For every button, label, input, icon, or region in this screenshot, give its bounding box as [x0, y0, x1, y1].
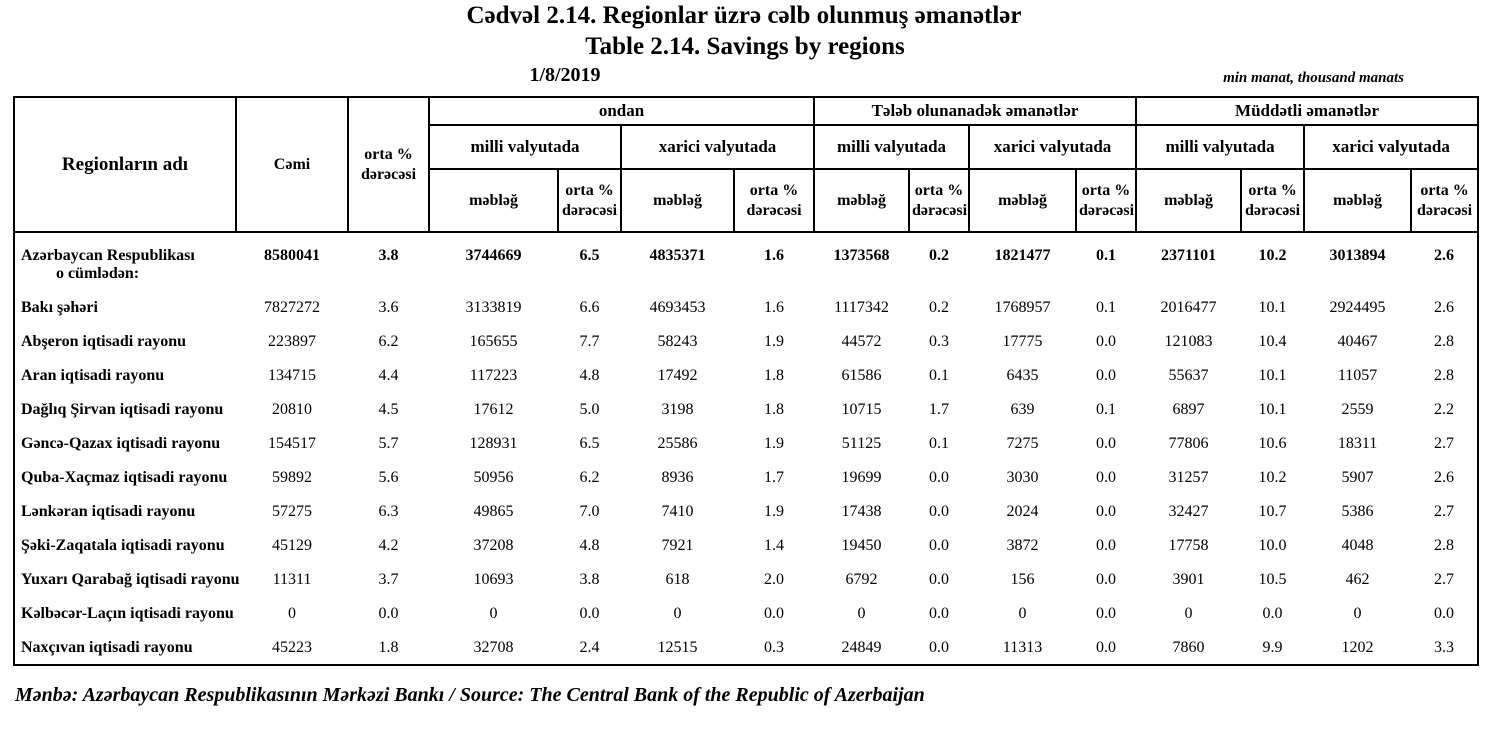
value-cell: 5.7: [378, 435, 399, 452]
value-cell: 10.1: [1258, 299, 1287, 316]
group-header-demand-deposits: Tələb olunanadək əmanətlər: [814, 97, 1136, 125]
value-cell: 2.8: [1434, 333, 1455, 350]
value-cell: 58243: [657, 333, 698, 350]
value-cell: 0.1: [929, 367, 949, 384]
value-cell: 1.7: [764, 469, 784, 486]
col-header-rate: orta % dərəcəsi: [1411, 169, 1478, 232]
value-cell: 1.8: [764, 367, 784, 384]
subgroup-foreign-currency: xarici valyutada: [969, 125, 1136, 169]
value-cell: 0.0: [1096, 469, 1117, 486]
value-cell: 2.4: [579, 638, 600, 656]
value-cell: 1.9: [764, 435, 784, 452]
value-cell: 1373568: [833, 247, 890, 264]
value-cell: 31257: [1168, 469, 1209, 486]
value-cell: 4.5: [378, 401, 399, 418]
value-cell: 10.5: [1258, 571, 1287, 588]
table-title-en: Table 2.14. Savings by regions: [585, 33, 905, 60]
value-cell: 2371101: [1160, 247, 1217, 264]
region-name-cell: [14, 359, 236, 393]
value-cell: 3133819: [465, 299, 522, 316]
value-cell: 12515: [657, 638, 698, 656]
value-cell: 5.0: [579, 401, 600, 418]
value-cell: 639: [1010, 401, 1035, 418]
subgroup-foreign-currency: xarici valyutada: [621, 125, 814, 169]
value-cell: 0: [1184, 605, 1193, 622]
value-cell: 10.4: [1258, 333, 1287, 350]
value-cell: 11313: [1002, 638, 1043, 656]
value-cell: 1768957: [994, 299, 1051, 316]
value-cell: 2.8: [1434, 537, 1455, 554]
value-cell: 24849: [841, 638, 882, 656]
value-cell: 5907: [1341, 469, 1374, 486]
value-cell: 4.2: [378, 537, 399, 554]
value-cell: 0.0: [579, 605, 600, 622]
subgroup-foreign-currency: xarici valyutada: [1304, 125, 1478, 169]
value-cell: 2.6: [1434, 247, 1455, 264]
value-cell: 6.3: [378, 503, 399, 520]
col-header-amount: məbləğ: [814, 169, 909, 232]
table-row: [14, 232, 1478, 291]
value-cell: 32427: [1168, 503, 1209, 520]
value-cell: 11057: [1337, 367, 1378, 384]
value-cell: 4048: [1341, 537, 1374, 554]
value-cell: 0.2: [929, 299, 949, 316]
unit-note: min manat, thousand manats: [1223, 70, 1404, 86]
region-name: Bakı şəhəri: [21, 299, 98, 316]
value-cell: 2.8: [1434, 367, 1455, 384]
value-cell: 1.6: [764, 299, 784, 316]
subgroup-national-currency: milli valyutada: [814, 125, 969, 169]
region-subnote: o cümlədən:: [55, 265, 140, 282]
subgroup-national-currency: milli valyutada: [429, 125, 621, 169]
table-row: [14, 529, 1478, 563]
col-header-amount: məbləğ: [429, 169, 558, 232]
value-cell: 2.7: [1434, 571, 1455, 588]
value-cell: 0.0: [1434, 605, 1455, 622]
value-cell: 45129: [272, 537, 312, 554]
value-cell: 37208: [473, 537, 514, 554]
value-cell: 50956: [473, 469, 514, 486]
region-name-cell: [14, 325, 236, 359]
col-header-amount: məbləğ: [1136, 169, 1241, 232]
table-row: [14, 427, 1478, 461]
value-cell: 19699: [841, 469, 882, 486]
value-cell: 0.0: [929, 605, 949, 622]
value-cell: 20810: [272, 401, 312, 418]
region-name-cell: [14, 529, 236, 563]
value-cell: 7.0: [579, 503, 600, 520]
value-cell: 0: [857, 605, 866, 622]
region-name-cell: [14, 232, 236, 291]
region-name-cell: [14, 597, 236, 631]
table-body: [14, 232, 1478, 665]
value-cell: 0.0: [1096, 537, 1117, 554]
value-cell: 10715: [841, 401, 882, 418]
value-cell: 3198: [661, 401, 694, 418]
value-cell: 17758: [1168, 537, 1209, 554]
value-cell: 9.9: [1262, 638, 1283, 656]
value-cell: 10.6: [1258, 435, 1287, 452]
subgroup-national-currency: milli valyutada: [1136, 125, 1304, 169]
value-cell: 2024: [1006, 503, 1039, 520]
value-cell: 17438: [841, 503, 882, 520]
region-name: Yuxarı Qarabağ iqtisadi rayonu: [21, 571, 240, 588]
value-cell: 618: [665, 571, 690, 588]
value-cell: 6792: [845, 571, 878, 588]
value-cell: 0.0: [929, 537, 949, 554]
value-cell: 4835371: [649, 247, 706, 264]
region-name-cell: [14, 461, 236, 495]
region-name: Lənkəran iqtisadi rayonu: [21, 503, 196, 520]
value-cell: 156: [1010, 571, 1035, 588]
value-cell: 77806: [1168, 435, 1209, 452]
value-cell: 4.8: [579, 537, 600, 554]
region-name: Gəncə-Qazax iqtisadi rayonu: [21, 435, 221, 452]
value-cell: 0.3: [764, 638, 784, 656]
value-cell: 6897: [1172, 401, 1205, 418]
value-cell: 19450: [841, 537, 882, 554]
region-name: Şəki-Zaqatala iqtisadi rayonu: [21, 537, 225, 554]
col-header-rate: orta % dərəcəsi: [558, 169, 621, 232]
value-cell: 10.1: [1258, 401, 1287, 418]
value-cell: 134715: [268, 367, 316, 384]
value-cell: 0: [673, 605, 682, 622]
col-header-rate: orta % dərəcəsi: [909, 169, 969, 232]
region-name: Azərbaycan Respublikası: [21, 247, 195, 264]
value-cell: 0.0: [1096, 605, 1117, 622]
table-row: [14, 631, 1478, 665]
value-cell: 0.2: [929, 247, 949, 264]
value-cell: 128931: [469, 435, 518, 452]
table-row: [14, 325, 1478, 359]
value-cell: 6435: [1006, 367, 1039, 384]
value-cell: 0.0: [1096, 503, 1117, 520]
value-cell: 17775: [1002, 333, 1043, 350]
col-header-rate: orta % dərəcəsi: [734, 169, 814, 232]
value-cell: 0.0: [1096, 638, 1117, 656]
table-header: [14, 97, 1478, 232]
value-cell: 3.8: [378, 247, 399, 264]
value-cell: 3030: [1006, 469, 1039, 486]
value-cell: 44572: [841, 333, 882, 350]
value-cell: 0: [288, 605, 296, 622]
value-cell: 3.7: [378, 571, 399, 588]
region-name: Dağlıq Şirvan iqtisadi rayonu: [21, 401, 224, 418]
value-cell: 0: [489, 605, 498, 622]
col-header-rate: orta % dərəcəsi: [1076, 169, 1136, 232]
value-cell: 2.0: [764, 571, 784, 588]
value-cell: 17492: [657, 367, 698, 384]
value-cell: 0: [1353, 605, 1362, 622]
value-cell: 0.0: [1096, 571, 1117, 588]
region-name: Kəlbəcər-Laçın iqtisadi rayonu: [21, 605, 234, 622]
value-cell: 6.5: [579, 247, 600, 264]
value-cell: 462: [1345, 571, 1370, 588]
region-name-cell: [14, 427, 236, 461]
value-cell: 1.7: [929, 401, 949, 418]
value-cell: 1.8: [378, 638, 399, 656]
value-cell: 10.0: [1258, 537, 1287, 554]
value-cell: 2924495: [1329, 299, 1386, 316]
value-cell: 8936: [661, 469, 694, 486]
region-name-cell: [14, 563, 240, 597]
value-cell: 5.6: [378, 469, 399, 486]
value-cell: 17612: [473, 401, 514, 418]
col-header-amount: məbləğ: [969, 169, 1076, 232]
value-cell: 0.0: [1096, 333, 1117, 350]
value-cell: 4.8: [579, 367, 600, 384]
value-cell: 6.6: [579, 299, 600, 316]
region-name: Quba-Xaçmaz iqtisadi rayonu: [21, 469, 228, 486]
table-title-az: Cədvəl 2.14. Regionlar üzrə cəlb olunmuş əmanətlər: [466, 2, 1022, 29]
value-cell: 0.1: [1096, 247, 1117, 264]
value-cell: 6.5: [579, 435, 600, 452]
table-row: [14, 597, 1478, 631]
value-cell: 3901: [1172, 571, 1205, 588]
group-header-ondan: ondan: [429, 97, 814, 125]
value-cell: 10.2: [1258, 469, 1287, 486]
value-cell: 10693: [473, 571, 514, 588]
value-cell: 61586: [841, 367, 882, 384]
value-cell: 7827272: [264, 299, 320, 316]
col-header-avg-rate: orta % dərəcəsi: [348, 97, 429, 232]
col-header-rate: orta % dərəcəsi: [1241, 169, 1304, 232]
value-cell: 2.2: [1434, 401, 1455, 418]
value-cell: 117223: [469, 367, 518, 384]
value-cell: 0.1: [1096, 401, 1117, 418]
value-cell: 49865: [473, 503, 514, 520]
group-header-term-deposits: Müddətli əmanətlər: [1136, 97, 1478, 125]
value-cell: 1821477: [994, 247, 1051, 264]
value-cell: 3744669: [465, 247, 522, 264]
value-cell: 7921: [661, 537, 694, 554]
value-cell: 0.1: [1096, 299, 1117, 316]
table-row: [14, 291, 1478, 325]
value-cell: 0.0: [929, 638, 949, 656]
value-cell: 0.0: [929, 469, 949, 486]
value-cell: 5386: [1341, 503, 1374, 520]
region-name-cell: [14, 631, 236, 665]
value-cell: 0.0: [1096, 435, 1117, 452]
value-cell: 6.2: [378, 333, 399, 350]
value-cell: 0.0: [1262, 605, 1283, 622]
table-row: [14, 495, 1478, 529]
region-name: Aran iqtisadi rayonu: [21, 367, 165, 384]
value-cell: 18311: [1337, 435, 1378, 452]
value-cell: 3.6: [378, 299, 399, 316]
report-date: 1/8/2019: [529, 64, 601, 86]
value-cell: 3013894: [1329, 247, 1386, 264]
value-cell: 10.1: [1258, 367, 1287, 384]
source-note: Mənbə: Azərbaycan Respublikasının Mərkəzi Bankı / Source: The Central Bank of the Republic of Azerbaijan: [15, 684, 925, 706]
value-cell: 3.8: [579, 571, 600, 588]
region-name: Naxçıvan iqtisadi rayonu: [21, 638, 193, 656]
value-cell: 1.8: [764, 401, 784, 418]
value-cell: 3.3: [1434, 638, 1455, 656]
value-cell: 55637: [1168, 367, 1209, 384]
value-cell: 223897: [268, 333, 316, 350]
region-name-cell: [14, 393, 236, 427]
value-cell: 51125: [841, 435, 882, 452]
value-cell: 1.4: [764, 537, 784, 554]
col-header-region: Regionların adı: [14, 97, 236, 232]
value-cell: 2559: [1341, 401, 1374, 418]
value-cell: 32708: [473, 638, 514, 656]
value-cell: 0.3: [929, 333, 949, 350]
value-cell: 7410: [661, 503, 694, 520]
value-cell: 2.7: [1434, 503, 1455, 520]
table-row: [14, 461, 1478, 495]
value-cell: 4.4: [378, 367, 399, 384]
value-cell: 154517: [268, 435, 316, 452]
region-name-cell: [14, 291, 236, 325]
value-cell: 45223: [272, 638, 312, 656]
value-cell: 165655: [469, 333, 518, 350]
value-cell: 1202: [1341, 638, 1374, 656]
table-row: [14, 563, 1478, 597]
value-cell: 59892: [272, 469, 312, 486]
value-cell: 0.0: [929, 571, 949, 588]
table-row: [14, 393, 1478, 427]
value-cell: 7.7: [579, 333, 600, 350]
col-header-amount: məbləğ: [1304, 169, 1411, 232]
value-cell: 0.0: [929, 503, 949, 520]
table-row: [14, 359, 1478, 393]
value-cell: 7275: [1006, 435, 1039, 452]
value-cell: 0: [1018, 605, 1027, 622]
value-cell: 2016477: [1160, 299, 1217, 316]
value-cell: 2.6: [1434, 469, 1455, 486]
col-header-amount: məbləğ: [621, 169, 734, 232]
value-cell: 25586: [657, 435, 698, 452]
value-cell: 0.1: [929, 435, 949, 452]
value-cell: 2.7: [1434, 435, 1455, 452]
value-cell: 1.9: [764, 333, 784, 350]
value-cell: 0.0: [764, 605, 784, 622]
value-cell: 57275: [272, 503, 312, 520]
value-cell: 1117342: [834, 299, 889, 316]
value-cell: 4693453: [649, 299, 706, 316]
region-name-cell: [14, 495, 236, 529]
value-cell: 3872: [1006, 537, 1039, 554]
value-cell: 1.6: [764, 247, 784, 264]
region-name: Abşeron iqtisadi rayonu: [21, 333, 187, 350]
value-cell: 1.9: [764, 503, 784, 520]
col-header-total: Cəmi: [236, 97, 348, 232]
value-cell: 0.0: [378, 605, 399, 622]
value-cell: 2.6: [1434, 299, 1455, 316]
value-cell: 10.2: [1258, 247, 1287, 264]
value-cell: 6.2: [579, 469, 600, 486]
value-cell: 7860: [1172, 638, 1205, 656]
value-cell: 8580041: [264, 247, 320, 264]
value-cell: 121083: [1164, 333, 1213, 350]
value-cell: 11311: [272, 571, 312, 588]
savings-by-regions-table: [13, 96, 1479, 666]
value-cell: 0.0: [1096, 367, 1117, 384]
value-cell: 40467: [1337, 333, 1378, 350]
value-cell: 10.7: [1258, 503, 1287, 520]
